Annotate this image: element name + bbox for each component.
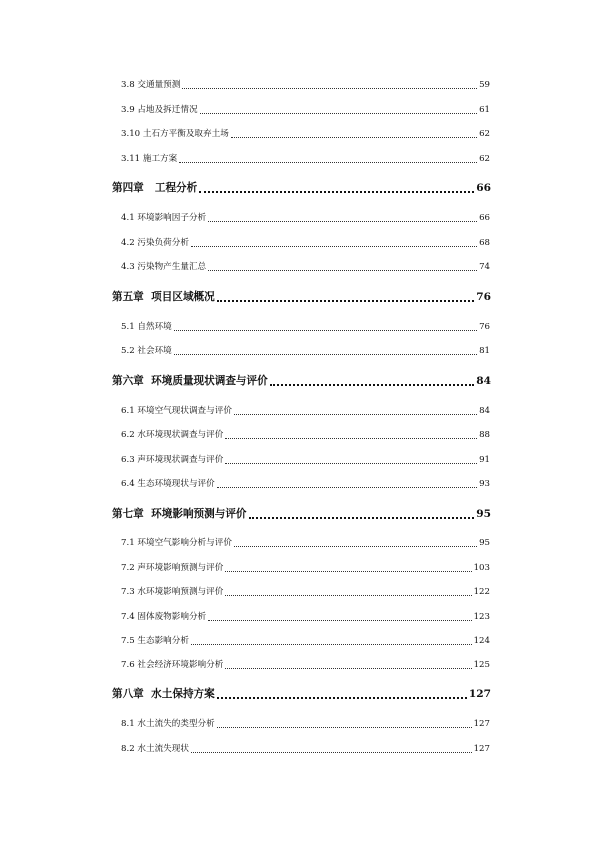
toc-page-number: 59 <box>479 80 490 90</box>
toc-entry-label: 7.4 固体废物影响分析 <box>121 612 207 622</box>
dot-leader <box>199 191 474 193</box>
toc-entry-label: 6.2 水环境现状调查与评价 <box>121 430 224 440</box>
toc-entry[interactable] <box>121 80 490 91</box>
toc-chapter-entry[interactable] <box>112 375 491 388</box>
toc-chapter-entry[interactable] <box>112 508 491 521</box>
toc-entry[interactable] <box>121 154 490 165</box>
toc-entry[interactable] <box>121 538 490 549</box>
toc-chapter-label: 第五章 项目区域概况 <box>112 291 215 303</box>
toc-entry[interactable] <box>121 660 490 671</box>
toc-entry[interactable] <box>121 719 490 730</box>
toc-entry[interactable] <box>121 322 490 333</box>
toc-page-number: 62 <box>479 129 490 139</box>
dot-leader <box>191 752 472 753</box>
dot-leader <box>200 113 478 114</box>
dot-leader <box>225 438 477 439</box>
toc-page-number: 95 <box>476 508 491 520</box>
toc-page-number: 76 <box>479 322 490 332</box>
toc-page-number: 91 <box>479 455 490 465</box>
toc-entry[interactable] <box>121 455 490 466</box>
toc-page-number: 84 <box>479 406 490 416</box>
toc-entry[interactable] <box>121 612 490 623</box>
dot-leader <box>208 620 471 621</box>
toc-chapter-entry[interactable] <box>112 688 491 701</box>
toc-chapter-label: 第七章 环境影响预测与评价 <box>112 508 247 520</box>
toc-entry-label: 3.8 交通量预测 <box>121 80 181 90</box>
dot-leader <box>174 330 477 331</box>
toc-page-number: 62 <box>479 154 490 164</box>
toc-entry-label: 5.2 社会环境 <box>121 346 172 356</box>
toc-page-number: 123 <box>473 612 490 622</box>
toc-entry-label: 8.1 水土流失的类型分析 <box>121 719 215 729</box>
dot-leader <box>225 463 477 464</box>
toc-entry-label: 4.1 环境影响因子分析 <box>121 213 207 223</box>
dot-leader <box>191 246 477 247</box>
toc-entry-label: 3.9 占地及拆迁情况 <box>121 105 198 115</box>
toc-entry-label: 7.3 水环境影响预测与评价 <box>121 587 224 597</box>
dot-leader <box>234 414 477 415</box>
toc-chapter-label: 第四章 工程分析 <box>112 182 198 194</box>
toc-entry-label: 6.4 生态环境现状与评价 <box>121 479 215 489</box>
dot-leader <box>217 487 477 488</box>
toc-entry-label: 4.3 污染物产生量汇总 <box>121 262 207 272</box>
toc-entry-label: 7.2 声环境影响预测与评价 <box>121 563 224 573</box>
toc-page-number: 127 <box>473 744 490 754</box>
dot-leader <box>270 384 475 386</box>
toc-page-number: 61 <box>479 105 490 115</box>
toc-entry-label: 7.1 环境空气影响分析与评价 <box>121 538 232 548</box>
toc-entry-label: 6.1 环境空气现状调查与评价 <box>121 406 232 416</box>
toc-page-number: 124 <box>473 636 490 646</box>
toc-page-number: 66 <box>479 213 490 223</box>
toc-entry-label: 7.5 生态影响分析 <box>121 636 189 646</box>
toc-entry-label: 3.11 施工方案 <box>121 154 178 164</box>
toc-entry[interactable] <box>121 406 490 417</box>
toc-chapter-entry[interactable] <box>112 291 491 304</box>
dot-leader <box>217 727 472 728</box>
toc-entry[interactable] <box>121 587 490 598</box>
toc-page-number: 103 <box>473 563 490 573</box>
toc-entry-label: 8.2 水土流失现状 <box>121 744 189 754</box>
toc-chapter-label: 第八章 水土保持方案 <box>112 688 215 700</box>
toc-page-number: 88 <box>479 430 490 440</box>
toc-page-number: 74 <box>479 262 490 272</box>
dot-leader <box>217 697 467 699</box>
toc-page-number: 95 <box>479 538 490 548</box>
dot-leader <box>234 546 477 547</box>
toc-entry[interactable] <box>121 262 490 273</box>
dot-leader <box>174 354 477 355</box>
toc-entry[interactable] <box>121 346 490 357</box>
toc-chapter-label: 第六章 环境质量现状调查与评价 <box>112 375 268 387</box>
toc-page-number: 127 <box>468 688 491 700</box>
toc-page-number: 93 <box>479 479 490 489</box>
toc-page-number: 76 <box>476 291 491 303</box>
toc-entry[interactable] <box>121 129 490 140</box>
dot-leader <box>231 137 477 138</box>
toc-entry-label: 3.10 土石方平衡及取弃土场 <box>121 129 229 139</box>
toc-entry[interactable] <box>121 563 490 574</box>
toc-page-number: 125 <box>473 660 490 670</box>
dot-leader <box>225 668 471 669</box>
toc-page-number: 122 <box>473 587 490 597</box>
dot-leader <box>182 88 477 89</box>
toc-page-number: 81 <box>479 346 490 356</box>
dot-leader <box>225 595 471 596</box>
toc-chapter-entry[interactable] <box>112 182 491 195</box>
toc-entry[interactable] <box>121 238 490 249</box>
dot-leader <box>179 162 477 163</box>
dot-leader <box>217 300 475 302</box>
toc-entry-label: 7.6 社会经济环境影响分析 <box>121 660 224 670</box>
toc-entry-label: 6.3 声环境现状调查与评价 <box>121 455 224 465</box>
toc-page-number: 68 <box>479 238 490 248</box>
toc-entry[interactable] <box>121 430 490 441</box>
dot-leader <box>208 270 477 271</box>
dot-leader <box>191 644 472 645</box>
toc-entry[interactable] <box>121 213 490 224</box>
toc-page-number: 66 <box>476 182 491 194</box>
toc-entry-label: 5.1 自然环境 <box>121 322 172 332</box>
toc-entry[interactable] <box>121 479 490 490</box>
toc-page-number: 84 <box>476 375 491 387</box>
toc-entry[interactable] <box>121 744 490 755</box>
toc-page-number: 127 <box>473 719 490 729</box>
toc-entry[interactable] <box>121 636 490 647</box>
dot-leader <box>225 571 471 572</box>
dot-leader <box>249 517 475 519</box>
toc-entry[interactable] <box>121 105 490 116</box>
dot-leader <box>208 221 477 222</box>
toc-entry-label: 4.2 污染负荷分析 <box>121 238 189 248</box>
